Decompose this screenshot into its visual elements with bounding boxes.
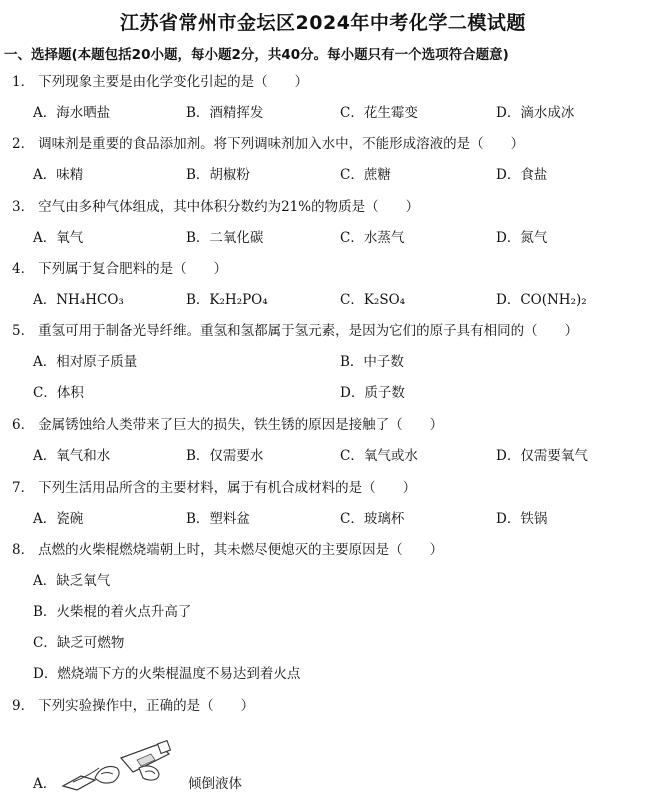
option-b: B．火柴棍的着火点升高了 — [33, 604, 192, 620]
question-text: 重氢可用于制备光导纤维。重氢和氢都属于氢元素，是因为它们的原子具有相同的（ ） — [38, 323, 579, 339]
question-text: 点燃的火柴棍燃烧端朝上时，其未燃尽便熄灭的主要原因是（ ） — [38, 542, 444, 558]
option-b: B．二氧化碳 — [186, 230, 264, 246]
option-a: A．海水晒盐 — [33, 105, 111, 121]
question-number: 4． — [12, 261, 35, 277]
option-c: C．花生霉变 — [340, 105, 418, 121]
section-heading: 一、选择题(本题包括20小题，每小题2分，共40分。每小题只有一个选项符合题意) — [4, 47, 509, 63]
option-d: D．滴水成冰 — [496, 105, 575, 121]
option-a: A．NH₄HCO₃ — [33, 292, 124, 308]
option-c: C．蔗糖 — [340, 167, 391, 183]
question-9 — [12, 694, 254, 714]
question-3 — [12, 195, 419, 215]
question-number: 7． — [12, 480, 35, 496]
question-text: 金属锈蚀给人类带来了巨大的损失，铁生锈的原因是接触了（ ） — [38, 417, 444, 433]
option-d: D．质子数 — [340, 385, 405, 401]
option-a: A．氧气和水 — [33, 448, 111, 464]
option-c: C．缺乏可燃物 — [33, 635, 125, 651]
question-1 — [12, 70, 308, 90]
question-number: 5． — [12, 323, 35, 339]
question-text: 空气由多种气体组成，其中体积分数约为21%的物质是（ ） — [38, 199, 420, 215]
option-a: A．相对原子质量 — [33, 354, 138, 370]
question-text: 调味剂是重要的食品添加剂。将下列调味剂加入水中，不能形成溶液的是（ ） — [38, 136, 525, 152]
question-5 — [12, 319, 578, 339]
option-d: D．铁锅 — [496, 511, 548, 527]
question-number: 2． — [12, 136, 35, 152]
question-number: 3． — [12, 199, 35, 215]
option-c: C．玻璃杯 — [340, 511, 405, 527]
question-number: 1． — [12, 74, 35, 90]
option-b: B．中子数 — [340, 354, 404, 370]
option-d: D．CO(NH₂)₂ — [496, 292, 587, 308]
option-d: D．燃烧端下方的火柴棍温度不易达到着火点 — [33, 666, 301, 682]
figure-caption: 倾倒液体 — [188, 776, 242, 792]
question-text: 下列生活用品所含的主要材料，属于有机合成材料的是（ ） — [38, 480, 417, 496]
question-number: 9． — [12, 698, 35, 714]
question-7 — [12, 476, 416, 496]
option-c: C．体积 — [33, 385, 84, 401]
question-text: 下列实验操作中，正确的是（ ） — [38, 698, 255, 714]
question-number: 8． — [12, 542, 35, 558]
page-title: 江苏省常州市金坛区2024年中考化学二模试题 — [120, 12, 526, 34]
question-text: 下列现象主要是由化学变化引起的是（ ） — [38, 74, 309, 90]
option-b: B．K₂H₂PO₄ — [186, 292, 268, 308]
question-text: 下列属于复合肥料的是（ ） — [38, 261, 228, 277]
question-6 — [12, 413, 443, 433]
option-d: D．仅需要氧气 — [496, 448, 588, 464]
question-4 — [12, 257, 227, 277]
option-c: C．水蒸气 — [340, 230, 405, 246]
option-a: A．瓷碗 — [33, 511, 84, 527]
option-a: A． — [33, 776, 57, 792]
question-8 — [12, 538, 443, 558]
option-c: C．K₂SO₄ — [340, 292, 406, 308]
question-2 — [12, 132, 524, 152]
option-b: B．塑料盆 — [186, 511, 250, 527]
option-b: B．仅需要水 — [186, 448, 264, 464]
option-b: B．酒精挥发 — [186, 105, 264, 121]
option-a: A．氧气 — [33, 230, 84, 246]
option-a: A．缺乏氧气 — [33, 573, 111, 589]
pouring-liquid-illustration — [55, 738, 185, 794]
option-d: D．氮气 — [496, 230, 548, 246]
option-d: D．食盐 — [496, 167, 548, 183]
option-c: C．氧气或水 — [340, 448, 418, 464]
option-a: A．味精 — [33, 167, 84, 183]
option-b: B．胡椒粉 — [186, 167, 250, 183]
question-number: 6． — [12, 417, 35, 433]
